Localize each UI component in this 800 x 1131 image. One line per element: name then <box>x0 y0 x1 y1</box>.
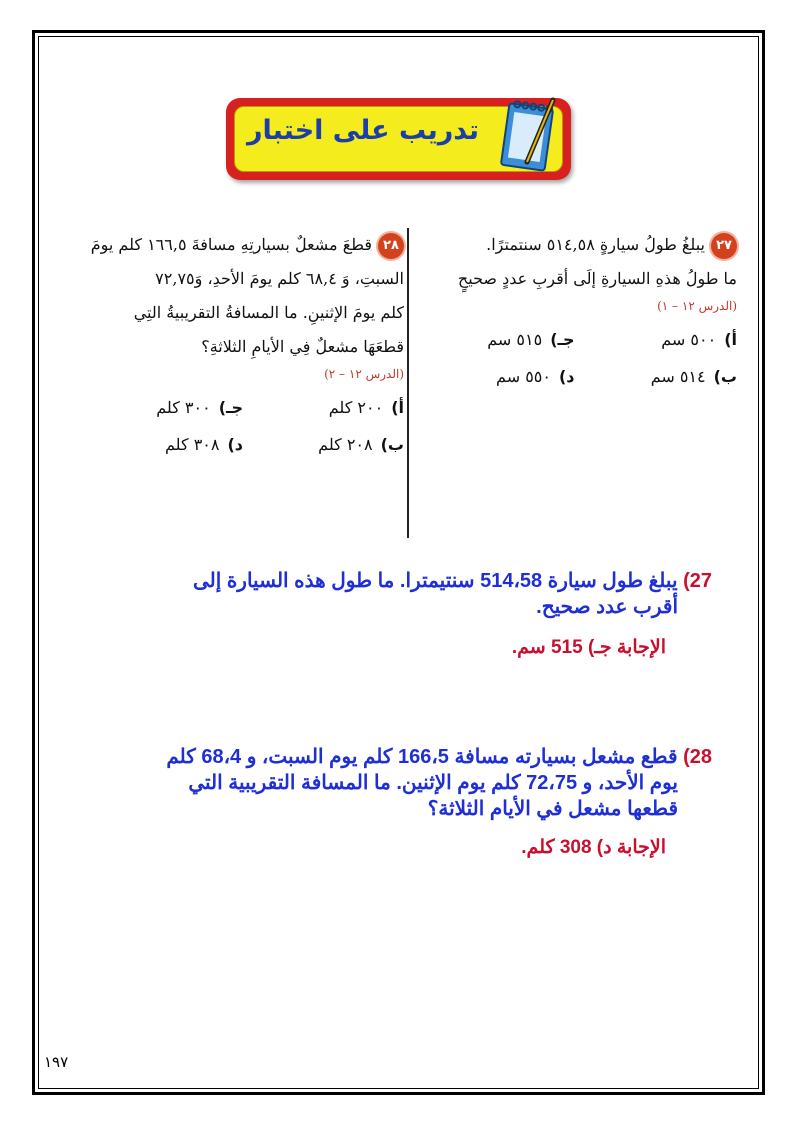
question-28-text-1: قطعَ مشعلٌ بسيارتِهِ مسافةَ ١٦٦,٥ كلم يومَ <box>90 235 372 254</box>
column-divider <box>407 228 409 538</box>
answer-27-line-2: أقرب عدد صحيح. <box>536 596 678 618</box>
answer-27-question <box>120 568 712 594</box>
answer-28-number: 28) <box>683 746 712 768</box>
answer-27 <box>120 568 712 659</box>
question-28-line-1 <box>82 228 404 262</box>
question-28-choice-a[interactable]: أ)٢٠٠ كلم <box>328 398 404 417</box>
question-28-choices <box>82 398 404 454</box>
question-27-choice-c[interactable]: جـ)٥١٥ سم <box>487 330 575 349</box>
question-28-number-badge: ٢٨ <box>378 233 404 259</box>
question-27-number-badge: ٢٧ <box>711 233 737 259</box>
question-27-line-1 <box>412 228 737 262</box>
answer-28-question <box>118 744 712 770</box>
question-27-choice-b[interactable]: ب)٥١٤ سم <box>650 367 737 386</box>
banner-title: تدريب على اختبار <box>246 115 479 146</box>
question-27-choices <box>412 330 737 386</box>
notepad-pencil-icon <box>497 92 559 174</box>
page-border-inner <box>38 36 759 1089</box>
title-banner <box>226 98 571 180</box>
question-27-lesson-ref: (الدرس ١٢ – ١) <box>657 299 737 313</box>
question-28-choice-d[interactable]: د)٣٠٨ كلم <box>165 435 243 454</box>
question-27-line-2: ما طولُ هذهِ السيارةِ إلَى أقربِ عددٍ صحيحٍ <box>457 269 737 288</box>
question-28-lesson-ref: (الدرس ١٢ – ٢) <box>324 367 404 381</box>
page-number: ١٩٧ <box>44 1053 69 1071</box>
answer-27-number: 27) <box>683 570 712 592</box>
question-28-line-3: كلم يومَ الإثنينِ. ما المسافةُ التقريبيةُ التِي <box>133 303 404 322</box>
question-28-line-2: السبتِ، وَ ٦٨,٤ كلم يومَ الأحدِ، وَ٧٢,٧٥ <box>155 269 404 288</box>
answer-27-answer: الإجابة جـ) 515 سم. <box>511 637 666 658</box>
answer-28-answer: الإجابة د) 308 كلم. <box>521 837 666 858</box>
question-28-choice-b[interactable]: ب)٢٠٨ كلم <box>318 435 404 454</box>
answer-28 <box>118 744 712 859</box>
question-28-line-4: قطعَهَا مشعلٌ فِي الأيامِ الثلاثةِ؟ <box>201 337 404 356</box>
question-27 <box>412 228 737 386</box>
question-28 <box>82 228 404 454</box>
answer-28-line-3: قطعها مشعل في الأيام الثلاثة؟ <box>427 798 678 820</box>
answer-27-line-1: يبلغ طول سيارة 514،58 سنتيمترا. ما طول هذه السيارة إلى <box>192 570 678 592</box>
question-27-choice-d[interactable]: د)٥٥٠ سم <box>496 367 575 386</box>
question-27-text-1: يبلغُ طولُ سيارةٍ ٥١٤,٥٨ سنتمترًا. <box>486 235 705 254</box>
answer-28-line-2: يوم الأحد، و 72،75 كلم يوم الإثنين. ما المسافة التقريبية التي <box>188 772 678 794</box>
question-28-choice-c[interactable]: جـ)٣٠٠ كلم <box>156 398 243 417</box>
answer-28-line-1: قطع مشعل بسيارته مسافة 166،5 كلم يوم السبت، و 68،4 كلم <box>166 746 678 768</box>
question-27-choice-a[interactable]: أ)٥٠٠ سم <box>661 330 737 349</box>
